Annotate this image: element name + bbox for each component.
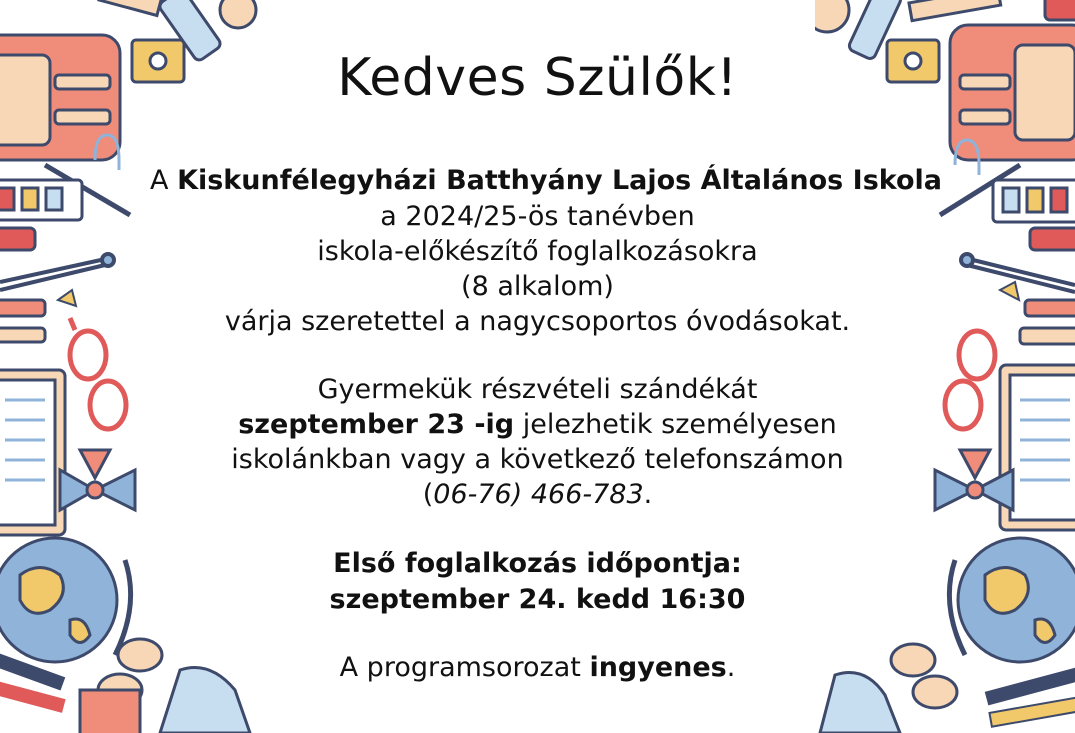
paint-tube-icon — [0, 328, 45, 342]
registration-line-3: iskolánkban vagy a következő telefonszámon — [231, 444, 844, 475]
glasses-icon — [945, 331, 995, 429]
closing-line — [150, 650, 925, 686]
phone-line — [150, 477, 925, 513]
crayon-icon — [1030, 228, 1075, 250]
first-session-datetime — [150, 582, 925, 618]
backpack-icon — [0, 35, 120, 160]
compass-icon — [0, 254, 114, 290]
registration-line-1: Gyermekük részvételi szándékát — [317, 374, 758, 405]
globe-icon — [949, 538, 1075, 662]
paint-palette-icon — [993, 180, 1075, 222]
pencil-icon — [909, 0, 1001, 21]
intro-line-2: a 2024/25-ös tanévben — [380, 201, 695, 232]
intro-line-3: iskola-előkészítő foglalkozásokra — [317, 236, 758, 267]
page-title: Kedves Szülők! — [337, 48, 738, 108]
phone-end: . — [643, 479, 653, 510]
first-session-label-text: Első foglalkozás időpontja: — [333, 548, 742, 579]
bow-icon — [60, 450, 135, 510]
paint-tube-icon — [0, 300, 45, 316]
crayon-icon — [0, 228, 35, 250]
phone-number: 06-76) 466-783 — [433, 479, 644, 510]
globe-icon — [0, 538, 131, 662]
closing-suffix: . — [726, 652, 736, 683]
first-session-label — [150, 546, 925, 582]
closing-prefix: A programsorozat — [339, 652, 590, 683]
eraser-icon — [1045, 0, 1075, 20]
intro-line-5: várja szeretettel a nagycsoportos óvodásokat. — [224, 306, 851, 337]
paint-tube-icon — [1020, 328, 1075, 344]
notebook-icon — [0, 370, 65, 535]
pushpin-icon — [58, 290, 76, 306]
intro-line-1 — [150, 163, 943, 199]
pushpin-icon — [1000, 282, 1019, 300]
glasses-icon — [70, 318, 126, 429]
school-supplies-right-decoration — [815, 0, 1075, 733]
school-supplies-left-decoration — [0, 0, 260, 733]
registration-line-2-rest: jelezhetik személyesen — [514, 409, 837, 440]
paint-tube-icon — [1025, 300, 1075, 316]
tape-icon — [815, 0, 849, 32]
intro-prefix: A — [150, 165, 178, 196]
registration-deadline: szeptember 23 -ig — [238, 409, 515, 440]
compass-icon — [961, 254, 1075, 292]
registration-line-2 — [150, 407, 925, 443]
paint-palette-icon — [0, 180, 82, 220]
school-name: Kiskunfélegyházi Batthyány Lajos Általános Iskola — [177, 165, 943, 196]
intro-line-4: (8 alkalom) — [461, 271, 614, 302]
free-highlight: ingyenes — [589, 652, 727, 683]
first-session-datetime-text: szeptember 24. kedd 16:30 — [329, 584, 746, 615]
phone-open-paren: ( — [422, 479, 434, 510]
